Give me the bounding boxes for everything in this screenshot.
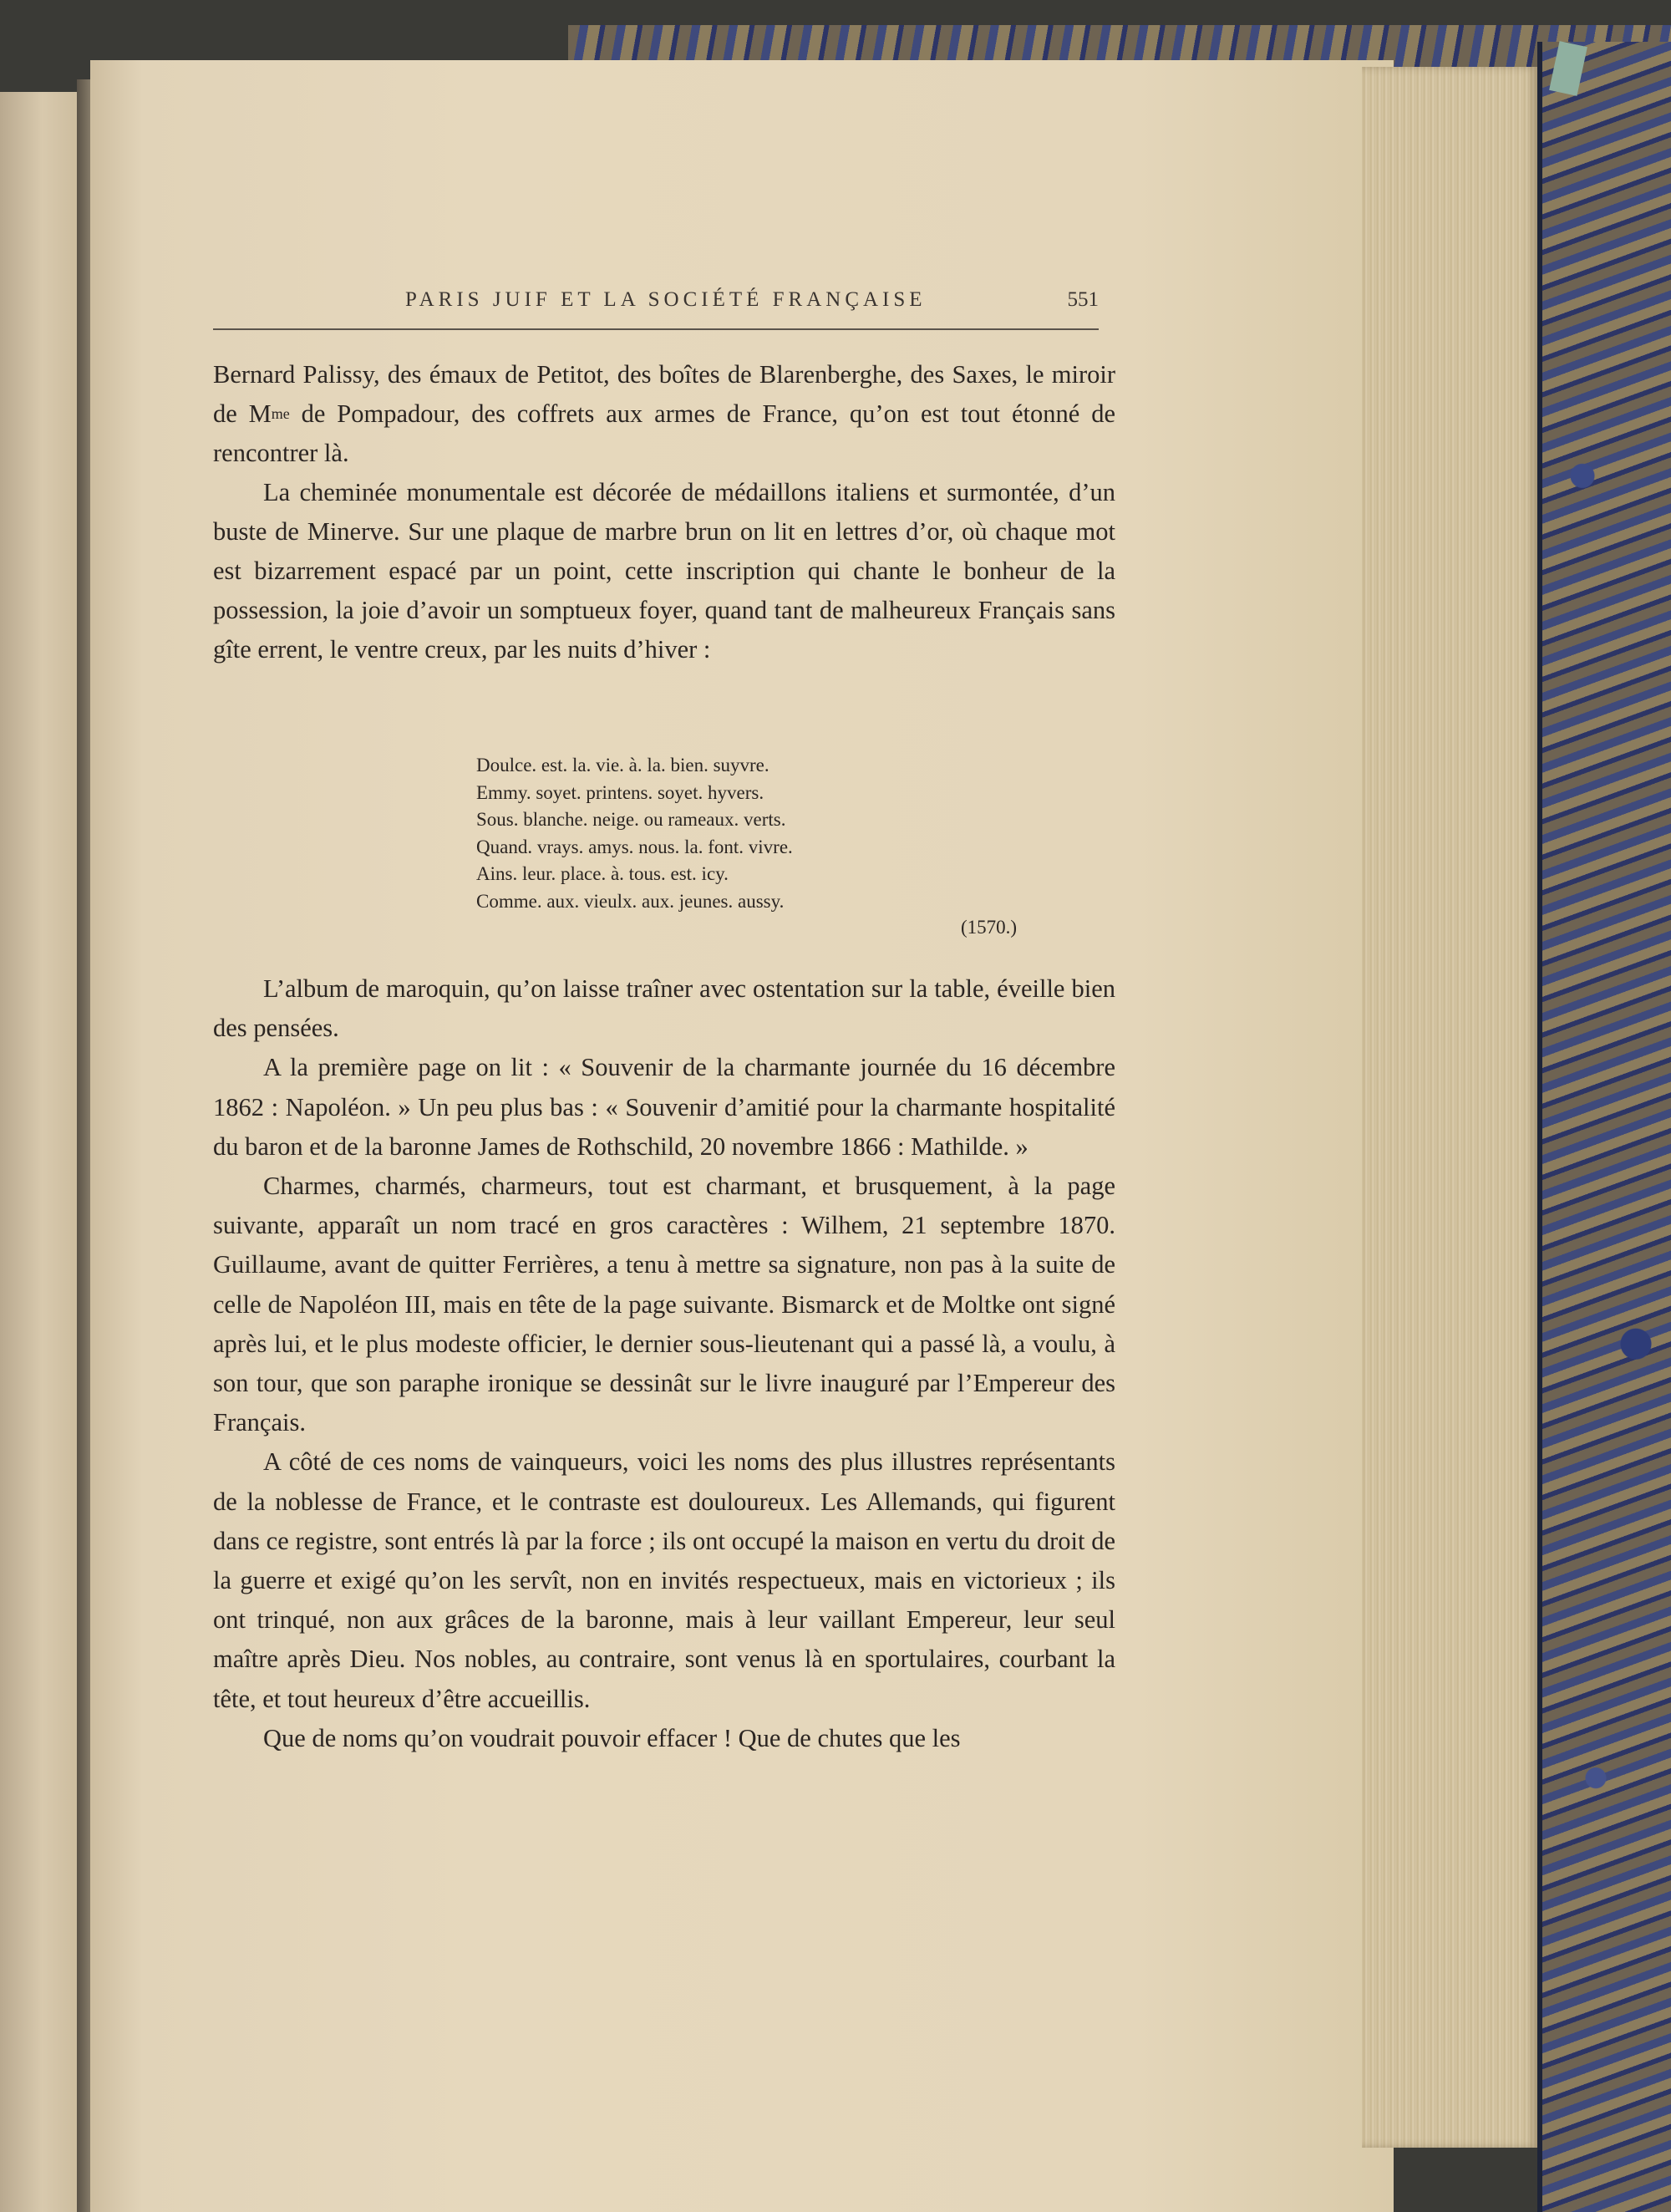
poem-date: (1570.) <box>961 917 1018 938</box>
marbled-cover-right <box>1537 42 1671 2212</box>
poem-line: Quand. vrays. amys. nous. la. font. vivre. <box>476 836 793 857</box>
poem-line: Ains. leur. place. à. tous. est. icy. <box>476 863 729 884</box>
running-title: PARIS JUIF ET LA SOCIÉTÉ FRANÇAISE <box>405 288 927 311</box>
paragraph-6: A côté de ces noms de vainqueurs, voici les noms des plus illustres représentants de la noblesse de France, et le contraste est douloureux. Les Allemands, qui figurent dans ce registre, sont entrés là par la force ; ils ont occupé la maison en vertu du droit de la guerre et exigé qu’on les servît, non en invités respectueux, mais en victorieux ; ils ont trinqué, non aux grâces de la baronne, mais à leur vaillant Empereur, leur seul maître après Dieu. Nos nobles, au contraire, sont venus là en sportulaires, courbant la tête, et tout heureux d’être accueillis. <box>213 1447 1115 1713</box>
running-head <box>213 288 1099 322</box>
poem-line: Emmy. soyet. printens. soyet. hyvers. <box>476 781 764 803</box>
header-rule <box>213 328 1099 330</box>
paragraph-4: A la première page on lit : « Souvenir de la charmante journée du 16 décembre 1862 : Napoléon. » Un peu plus bas : « Souvenir d’amitié pour la charmante hospitalité du baron et de la baronne James de Rothschild, 20 novembre 1866 : Mathilde. » <box>213 1053 1115 1161</box>
poem-line: Sous. blanche. neige. ou rameaux. verts. <box>476 809 786 830</box>
inscription-poem <box>476 752 1061 915</box>
superscript: me <box>271 405 290 422</box>
previous-page-edge <box>0 92 79 2212</box>
paragraph-3: L’album de maroquin, qu’on laisse traîner avec ostentation sur la table, éveille bien des pensées. <box>213 974 1115 1043</box>
poem-line: Comme. aux. vieulx. aux. jeunes. aussy. <box>476 890 785 912</box>
paragraph-1-part-b: de Pompadour, des coffrets aux armes de France, qu’on est tout étonné de rencontrer là. <box>213 399 1115 467</box>
paragraph-1 <box>213 355 1115 473</box>
paragraph-2: La cheminée monumentale est décorée de médaillons italiens et surmontée, d’un buste de Minerve. Sur une plaque de marbre brun on lit en lettres d’or, où chaque mot est bizarrement espacé par un point, cette inscription qui chante le bonheur de la possession, la joie d’avoir un somptueux foyer, quand tant de malheureux Français sans gîte errent, le ventre creux, par les nuits d’hiver : <box>213 478 1115 664</box>
paragraph-1-part-a: Bernard Palissy, des émaux de Petitot, des boîtes de Blarenberghe, des Saxes, le miroir de M <box>213 360 1115 428</box>
body-text-bottom <box>213 969 1115 1758</box>
page-block-edges <box>1362 67 1539 2148</box>
poem-line: Doulce. est. la. vie. à. la. bien. suyvre. <box>476 755 769 775</box>
paragraph-7: Que de noms qu’on voudrait pouvoir effacer ! Que de chutes que les <box>263 1723 961 1752</box>
body-text-top <box>213 355 1115 669</box>
page-number: 551 <box>1067 288 1099 311</box>
paragraph-5: Charmes, charmés, charmeurs, tout est charmant, et brusquement, à la page suivante, apparaît un nom tracé en gros caractères : Wilhem, 21 septembre 1870. Guillaume, avant de quitter Ferrières, a tenu à mettre sa signature, non pas à la suite de celle de Napoléon III, mais en tête de la page suivante. Bismarck et de Moltke ont signé après lui, et le plus modeste officier, le dernier sous-lieutenant qui a passé là, a voulu, à son tour, que son paraphe ironique se dessinât sur le livre inauguré par l’Empereur des Français. <box>213 1172 1115 1437</box>
